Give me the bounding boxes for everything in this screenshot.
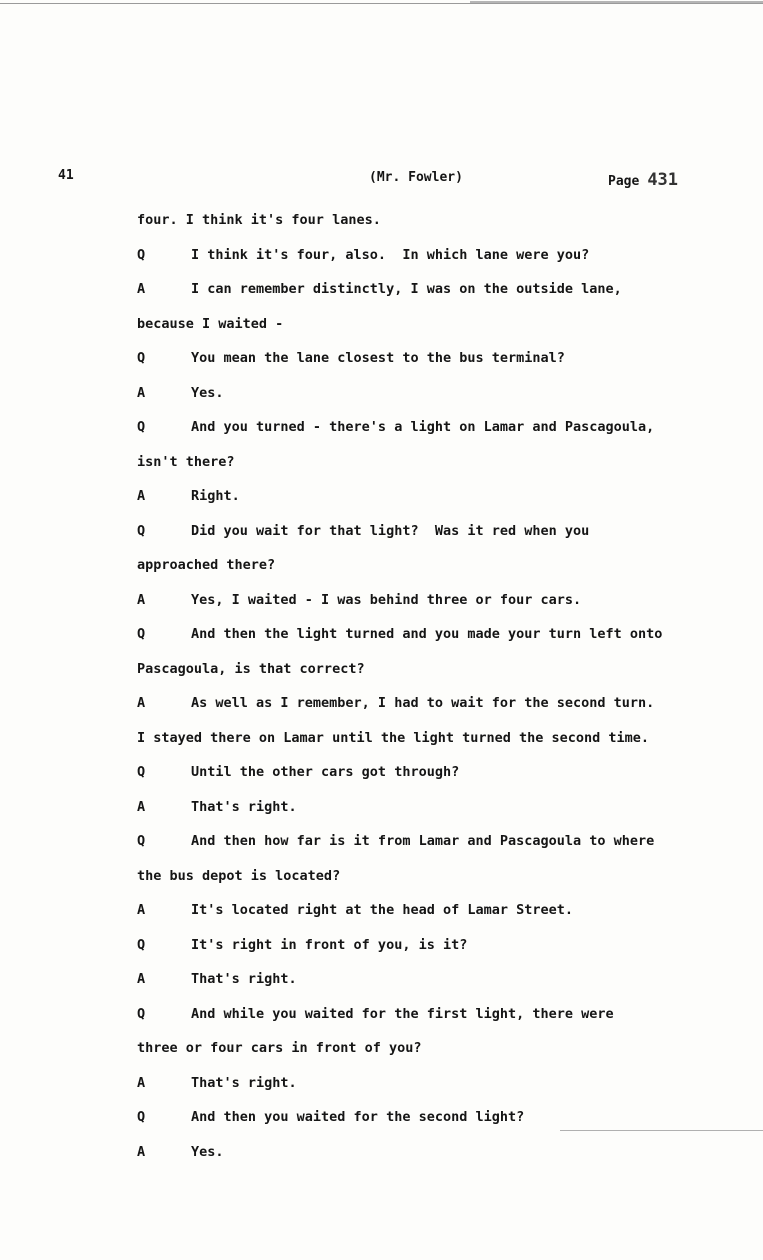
line-text: Did you wait for that light? Was it red when you [191,522,590,539]
line-text: because I waited - [137,315,284,332]
line-text: As well as I remember, I had to wait for the second turn. [191,695,655,711]
transcript-line [137,479,727,514]
line-text: That's right. [191,798,297,815]
transcript-line [137,790,727,825]
page-indicator [608,170,678,190]
speaker-marker: A [137,1143,146,1160]
line-text: Right. [191,488,240,504]
top-scan-border [0,3,763,4]
line-text: Yes. [191,1143,224,1160]
speaker-marker: A [137,591,146,608]
line-text: That's right. [191,1074,297,1091]
speaker-marker: Q [137,419,146,435]
speaker-marker: A [137,384,146,401]
speaker-marker: Q [137,764,146,780]
transcript-line [137,1135,727,1170]
line-text: Yes, I waited - I was behind three or four cars. [191,591,582,608]
speaker-marker: A [137,971,146,987]
line-text: It's located right at the head of Lamar Street. [191,902,574,918]
transcript-line [137,514,727,549]
line-text: Until the other cars got through? [191,764,460,780]
transcript-line [137,928,727,963]
transcript-line [137,203,727,238]
line-text: three or four cars in front of you? [137,1040,422,1056]
transcript-body [137,203,727,1169]
line-text: That's right. [191,971,297,987]
transcript-line [137,307,727,342]
speaker-marker: Q [137,626,146,642]
bottom-scan-line [560,1130,763,1131]
line-text: I stayed there on Lamar until the light turned the second time. [137,729,650,746]
transcript-line [137,893,727,928]
page-label: Page [608,174,640,189]
speaker-marker: A [137,488,146,504]
line-text: four. I think it's four lanes. [137,212,381,228]
speaker-marker: A [137,695,146,711]
transcript-line [137,272,727,307]
speaker-marker: Q [137,1109,146,1125]
line-text: It's right in front of you, is it? [191,936,468,953]
transcript-line [137,1066,727,1101]
line-number: 41 [58,168,74,183]
line-text: And then how far is it from Lamar and Pascagoula to where [191,833,655,849]
line-text: I can remember distinctly, I was on the outside lane, [191,281,622,297]
line-text: And while you waited for the first light, there were [191,1005,614,1022]
transcript-line [137,686,727,721]
speaker-marker: A [137,798,146,815]
transcript-line [137,341,727,376]
line-text: I think it's four, also. In which lane were you? [191,246,590,263]
transcript-line [137,583,727,618]
page-number: 431 [647,170,679,190]
speaker-marker: A [137,281,146,297]
speaker-marker: Q [137,522,146,539]
line-text: the bus depot is located? [137,867,341,884]
line-text: And you turned - there's a light on Lamar and Pascagoula, [191,419,655,435]
transcript-line [137,859,727,894]
line-text: Yes. [191,384,224,401]
transcript-line [137,755,727,790]
transcript-line [137,410,727,445]
line-text: isn't there? [137,453,235,470]
line-text: You mean the lane closest to the bus terminal? [191,350,565,366]
speaker-marker: A [137,1074,146,1091]
line-text: And then the light turned and you made your turn left onto [191,626,663,642]
transcript-line [137,824,727,859]
speaker-marker: A [137,902,146,918]
transcript-line [137,962,727,997]
top-scan-shadow [470,1,763,3]
speaker-marker: Q [137,936,146,953]
transcript-line [137,238,727,273]
transcript-line [137,652,727,687]
line-text: And then you waited for the second light? [191,1109,525,1125]
speaker-heading: (Mr. Fowler) [369,170,463,185]
speaker-marker: Q [137,833,146,849]
speaker-marker: Q [137,246,146,263]
line-text: Pascagoula, is that correct? [137,660,365,677]
transcript-line [137,997,727,1032]
line-text: approached there? [137,557,276,573]
transcript-line [137,445,727,480]
speaker-marker: Q [137,1005,146,1022]
transcript-line [137,548,727,583]
speaker-marker: Q [137,350,146,366]
transcript-line [137,1031,727,1066]
transcript-line [137,721,727,756]
transcript-line [137,376,727,411]
transcript-line [137,617,727,652]
